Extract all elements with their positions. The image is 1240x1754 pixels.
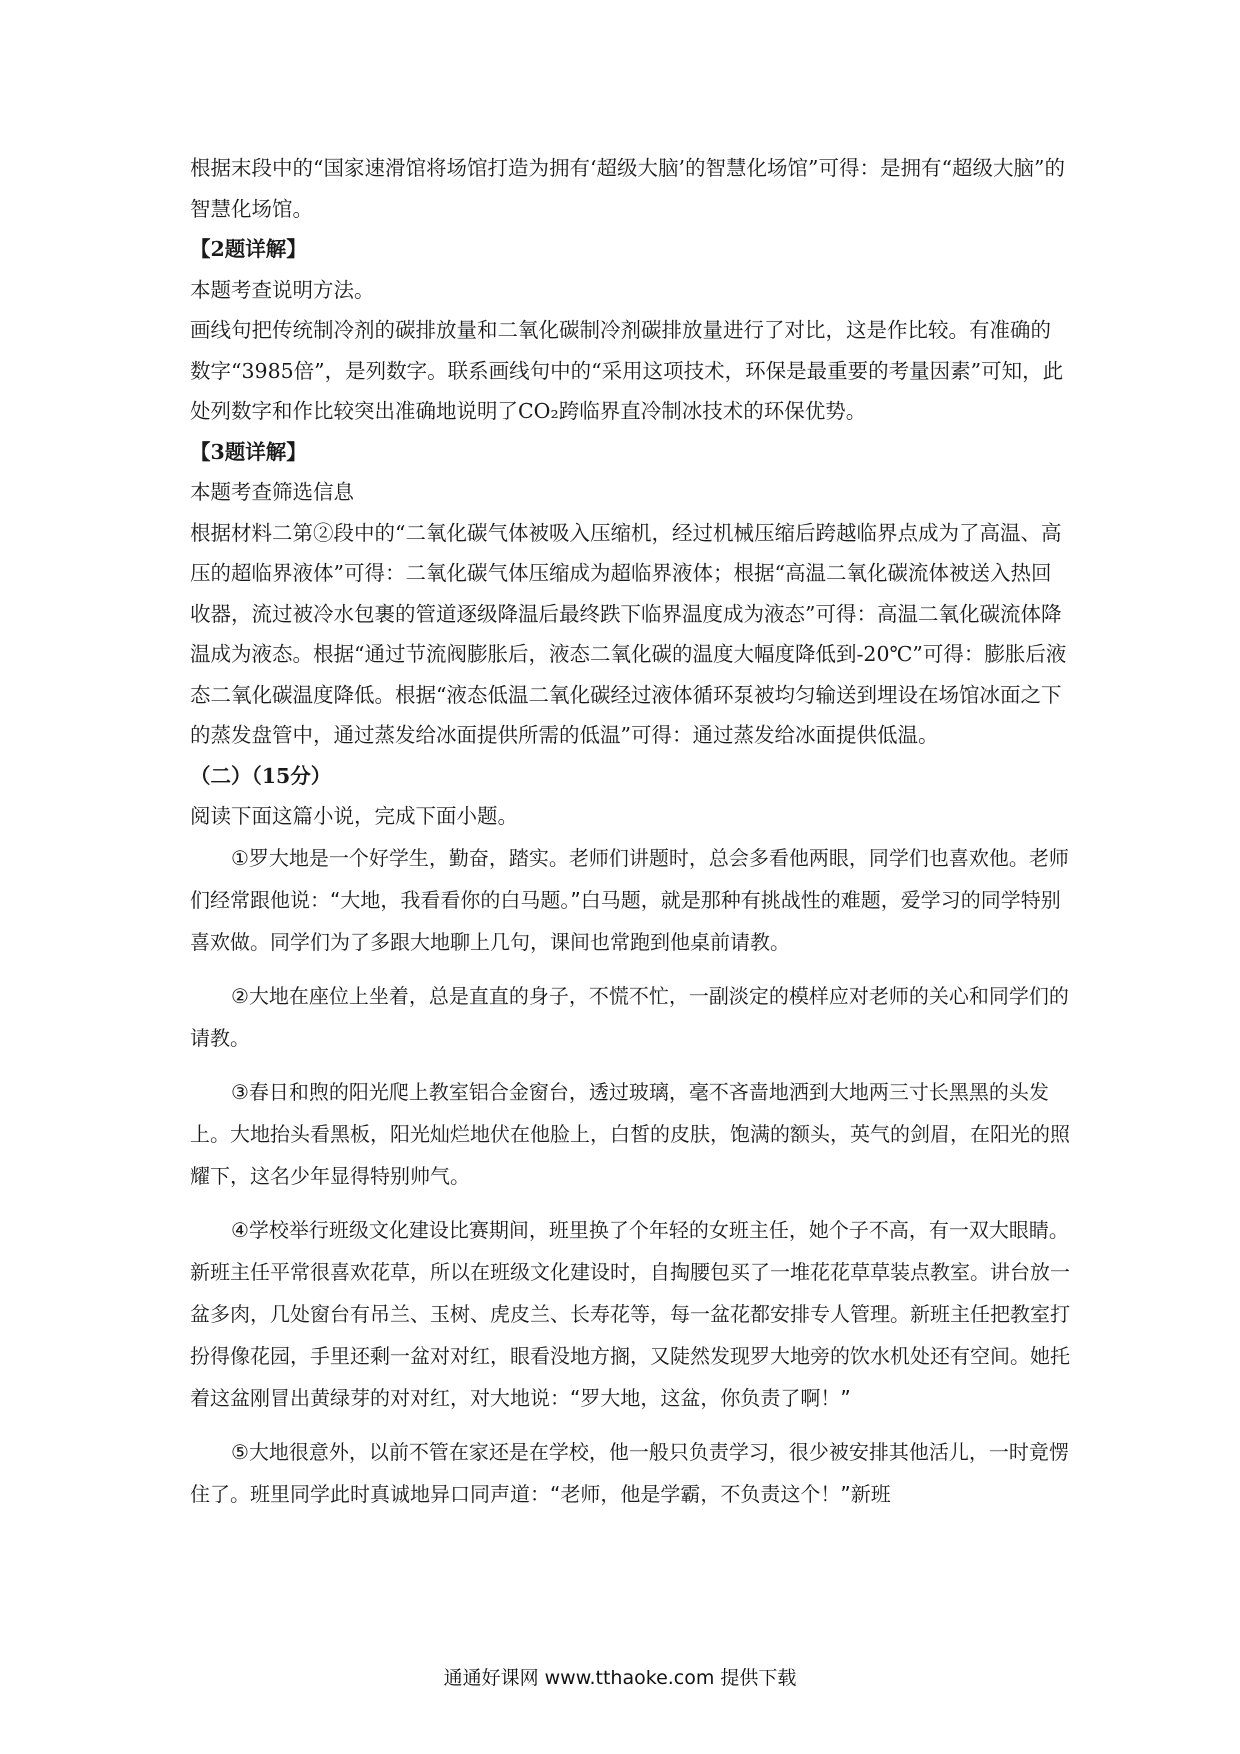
section-heading: （二）（15分） xyxy=(190,763,332,788)
question-2-heading: 【2题详解】 xyxy=(190,237,307,261)
question-3-heading: 【3题详解】 xyxy=(190,439,307,464)
answer-paragraph-2: 本题考查说明方法。 xyxy=(190,277,375,302)
novel-paragraph-4: ④学校举行班级文化建设比赛期间，班里换了个年轻的女班主任，她个子不高，有一双大眼睛。新班主任平常很喜欢花草，所以在班级文化建设时，自掏腰包买了一堆花花草草装点教室。讲台放一盆多肉，几处窗台有吊兰、玉树、虎皮兰、长寿花等，每一盆花都安排专人管理。新班主任把教室打扮得像花园，手里还剩一盆对对红，眼看没地方搁，又陡然发现罗大地旁的饮水机处还有空间。她托着这盆刚冒出黄绿芽的对对红，对大地说：“罗大地，这盆，你负责了啊！” xyxy=(190,1217,1070,1410)
answer-paragraph-1: 根据末段中的“国家速滑馆将场馆打造为拥有‘超级大脑’的智慧化场馆”可得：是拥有“超级大脑”的智慧化场馆。 xyxy=(190,156,1065,221)
answer-paragraph-4: 本题考查筛选信息 xyxy=(190,480,354,504)
novel-paragraph-5: ⑤大地很意外，以前不管在家还是在学校，他一般只负责学习，很少被安排其他活儿，一时竟愣住了。班里同学此时真诚地异口同声道：“老师，他是学霸，不负责这个！”新班 xyxy=(190,1439,1069,1506)
novel-paragraph-1: ①罗大地是一个好学生，勤奋，踏实。老师们讲题时，总会多看他两眼，同学们也喜欢他。老师们经常跟他说：“大地，我看看你的白马题。”白马题，就是那种有挑战性的难题，爱学习的同学特别喜欢做。同学们为了多跟大地聊上几句，课间也常跑到他桌前请教。 xyxy=(190,845,1069,954)
reading-instruction: 阅读下面这篇小说，完成下面小题。 xyxy=(190,804,518,828)
novel-paragraph-2: ②大地在座位上坐着，总是直直的身子，不慌不忙，一副淡定的模样应对老师的关心和同学们的请教。 xyxy=(190,983,1069,1050)
page-content xyxy=(190,148,1070,1515)
answer-paragraph-3: 画线句把传统制冷剂的碳排放量和二氧化碳制冷剂碳排放量进行了对比，这是作比较。有准确的数字“3985倍”，是列数字。联系画线句中的“采用这项技术，环保是最重要的考量因素”可知，此处列数字和作比较突出准确地说明了CO₂跨临界直冷制冰技术的环保优势。 xyxy=(190,318,1064,423)
novel-paragraph-3: ③春日和煦的阳光爬上教室铝合金窗台，透过玻璃，毫不吝啬地洒到大地两三寸长黑黑的头发上。大地抬头看黑板，阳光灿烂地伏在他脸上，白皙的皮肤，饱满的额头，英气的剑眉，在阳光的照耀下，这名少年显得特别帅气。 xyxy=(190,1079,1070,1188)
page-footer: 通通好课网 www.tthaoke.com 提供下载 xyxy=(443,1667,797,1689)
answer-paragraph-5: 根据材料二第②段中的“二氧化碳气体被吸入压缩机，经过机械压缩后跨越临界点成为了高温、高压的超临界液体”可得：二氧化碳气体压缩成为超临界液体；根据“高温二氧化碳流体被送入热回收器，流过被冷水包裹的管道逐级降温后最终跌下临界温度成为液态”可得：高温二氧化碳流体降温成为液态。根据“通过节流阀膨胀后，液态二氧化碳的温度大幅度降低到-20℃”可得：膨胀后液态二氧化碳温度降低。根据“液态低温二氧化碳经过液体循环泵被均匀输送到埋设在场馆冰面之下的蒸发盘管中，通过蒸发给冰面提供所需的低温”可得：通过蒸发给冰面提供低温。 xyxy=(190,520,1067,747)
